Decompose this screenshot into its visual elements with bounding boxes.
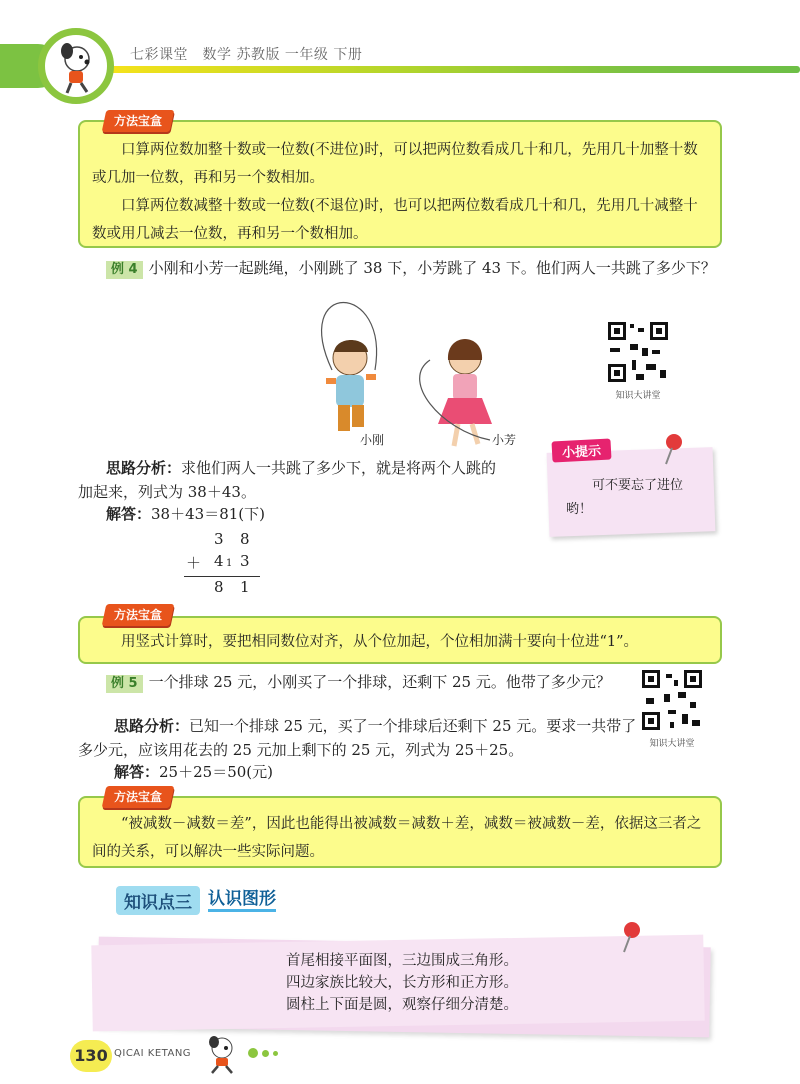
example-5-analysis: 思路分析：已知一个排球 25 元，买了一个排球后还剩下 25 元。要求一共带了多少元，应该用花去的 25 元加上剩下的 25 元，列式为 25＋25。 — [78, 717, 637, 759]
example-4-question: 例 4 小刚和小芳一起跳绳，小刚跳了 38 下，小芳跳了 43 下。他们两人一共跳了多少下？ — [78, 256, 722, 280]
example-5-question: 例 5 一个排球 25 元，小刚买了一个排球，还剩下 25 元。他带了多少元？ — [78, 670, 638, 694]
qr-code-icon[interactable] — [606, 320, 670, 384]
method-text: 用竖式计算时，要把相同数位对齐，从个位加起，个位相加满十要向十位进“1”。 — [121, 634, 639, 650]
qr-caption: 知识大讲堂 — [615, 391, 661, 401]
footer-brand: QICAI KETANG — [114, 1048, 192, 1059]
tip-tag: 小提示 — [551, 438, 611, 462]
rhyme-line: 四边家族比较大，长方形和正方形。 — [286, 975, 518, 991]
example-label: 例 4 — [106, 261, 143, 279]
header-stripe — [110, 66, 800, 73]
qr-caption: 知识大讲堂 — [649, 739, 695, 749]
name-girl: 小芳 — [492, 433, 517, 447]
method-tag: 方法宝盒 — [102, 110, 175, 132]
pushpin-icon — [660, 432, 688, 466]
section-heading — [116, 886, 276, 915]
rhyme-line: 首尾相接平面图，三边围成三角形。 — [286, 953, 518, 969]
decor-dot — [248, 1048, 258, 1058]
method-tag: 方法宝盒 — [102, 786, 175, 808]
section-title: 认识图形 — [208, 889, 276, 912]
section-tag: 知识点三 — [116, 886, 200, 915]
calc-line — [184, 576, 260, 577]
shape-rhyme — [286, 950, 518, 1016]
decor-dot — [273, 1051, 278, 1056]
name-boy: 小刚 — [360, 433, 385, 447]
vertical-calculation: 3 8 ＋ 4 1 3 8 1 — [184, 530, 260, 600]
example-label: 例 5 — [106, 675, 143, 693]
rhyme-line: 圆柱上下面是圆，观察仔细分清楚。 — [286, 997, 518, 1013]
mascot-icon — [47, 37, 107, 97]
example-4-analysis: 思路分析：求他们两人一共跳了多少下，就是将两个人跳的加起来，列式为 38＋43。 — [78, 459, 497, 501]
method-text: 口算两位数减整十数或一位数(不退位)时，也可以把两位数看成几十和几，先用几十减整十数或用几减去一位数，再和另一个数相加。 — [92, 198, 698, 242]
carry-mark: 1 — [226, 558, 233, 569]
mascot-icon — [200, 1034, 244, 1074]
method-text: 口算两位数加整十数或一位数(不进位)时，可以把两位数看成几十和几，先用几十加整十数或几加一位数，再和另一个数相加。 — [92, 142, 698, 186]
pushpin-icon — [618, 920, 646, 954]
children-jumping-rope-illustration — [280, 300, 520, 450]
method-tag: 方法宝盒 — [102, 604, 175, 626]
mascot-logo — [38, 28, 114, 104]
method-box-2 — [78, 616, 722, 664]
method-box-1 — [78, 120, 722, 248]
example-4-answer: 解答：38＋43＝81(下) — [106, 505, 265, 523]
decor-dot — [262, 1050, 269, 1057]
tip-text: 可不要忘了进位哟！ — [566, 478, 684, 517]
example-5-answer: 解答：25＋25＝50(元) — [114, 763, 273, 781]
method-text: “被减数－减数＝差”，因此也能得出被减数＝减数＋差，减数＝被减数－差，依据这三者之间的关系，可以解决一些实际问题。 — [92, 816, 702, 860]
method-box-3 — [78, 796, 722, 868]
page-number: 130 — [70, 1040, 112, 1072]
qr-code-icon[interactable] — [640, 668, 704, 732]
book-title: 七彩课堂 数学 苏教版 一年级 下册 — [130, 47, 363, 63]
